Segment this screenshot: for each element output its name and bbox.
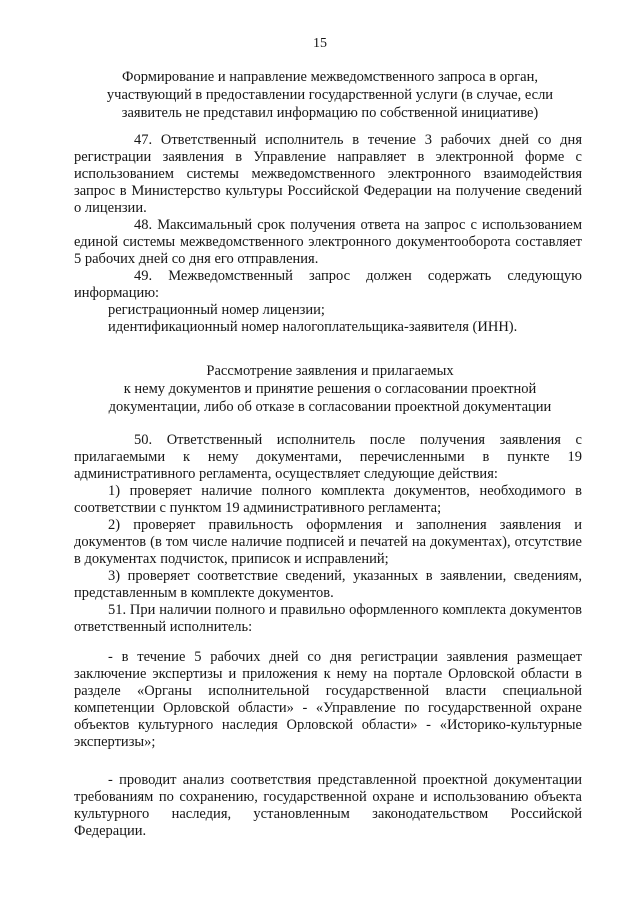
paragraph-49: 49. Межведомственный запрос должен содержать следующую информацию: [74,268,582,301]
heading-line: к нему документов и принятие решения о согласовании проектной [123,381,537,397]
section-heading-interagency-request [70,68,590,122]
heading-line: Формирование и направление межведомственного запроса в орган, [122,69,538,85]
list-item: 1) проверяет наличие полного комплекта документов, необходимого в соответствии с пунктом 19 административного регламента; [74,483,582,516]
list-item: - проводит анализ соответствия представленной проектной документации требованиям по сохранению, государственной охране и использованию объекта культурного наследия, установленным законодательством Российской Федерации. [74,772,582,839]
section-body-application-review [74,432,582,840]
list-item: - в течение 5 рабочих дней со дня регистрации заявления размещает заключение экспертизы и приложения к нему на портале Орловской области в разделе «Органы исполнительной государственной власти специальной компетенции Орловской области» - «Управление по государственной охране объектов культурного наследия Орловской области» - «Историко-культурные экспертизы»; [74,649,582,750]
list-item: регистрационный номер лицензии; [108,302,325,318]
paragraph-48: 48. Максимальный срок получения ответа на запрос с использованием единой системы межведомственного электронного документооборота составляет 5 рабочих дней со дня его отправления. [74,217,582,267]
list-item: 2) проверяет правильность оформления и заполнения заявления и документов (в том числе наличие подписей и печатей на документах), отсутствие в документах подчисток, приписок и исправлений; [74,517,582,567]
paragraph-50: 50. Ответственный исполнитель после получения заявления с прилагаемыми к нему документами, перечисленными в пункте 19 административного регламента, осуществляет следующие действия: [74,432,582,482]
section-heading-application-review [80,362,580,416]
list-item: идентификационный номер налогоплательщика-заявителя (ИНН). [108,319,518,335]
paragraph-51: 51. При наличии полного и правильно оформленного комплекта документов ответственный исполнитель: [74,602,582,635]
list-item: 3) проверяет соответствие сведений, указанных в заявлении, сведениям, представленным в комплекте документов. [74,568,582,601]
heading-line: Рассмотрение заявления и прилагаемых [206,363,454,379]
heading-line: участвующий в предоставлении государственной услуги (в случае, если [106,87,554,103]
heading-line: заявитель не представил информацию по собственной инициативе) [121,105,539,121]
paragraph-47: 47. Ответственный исполнитель в течение 3 рабочих дней со дня регистрации заявления в Управление направляет в электронной форме с использованием системы межведомственного электронного взаимодействия запрос в Министерство культуры Российской Федерации на получение сведений о лицензии. [74,132,582,216]
section-body-interagency-request [74,132,582,336]
page-number: 15 [313,36,327,51]
heading-line: документации, либо об отказе в согласовании проектной документации [108,399,552,415]
